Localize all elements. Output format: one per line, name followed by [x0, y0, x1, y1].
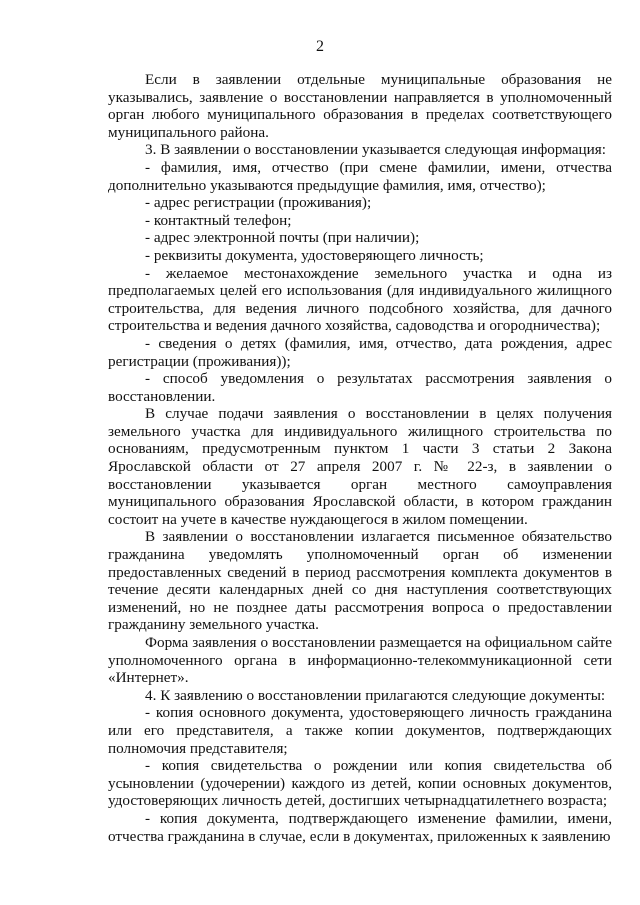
- list-item: - копия документа, подтверждающего изменение фамилии, имени, отчества гражданина в случае, если в документах, приложенных к заявлению: [108, 809, 612, 845]
- list-item: - копия основного документа, удостоверяющего личность гражданина или его представителя, а также копии документов, подтверждающих полномочия представителя;: [108, 704, 612, 757]
- list-item: - фамилия, имя, отчество (при смене фамилии, имени, отчества дополнительно указываются предыдущие фамилия, имя, отчество);: [108, 158, 612, 194]
- paragraph: В заявлении о восстановлении излагается письменное обязательство гражданина уведомлять уполномоченный орган об изменении предоставленных сведений в период рассмотрения комплекта документов в течение десяти календарных дней со дня наступления соответствующих изменений, но не позднее даты рассмотрения вопроса о предоставлении гражданину земельного участка.: [108, 528, 612, 634]
- paragraph: В случае подачи заявления о восстановлении в целях получения земельного участка для индивидуального жилищного строительства по основаниям, предусмотренным пунктом 1 части 3 статьи 2 Закона Ярославской области от 27 апреля 2007 г. № 22-з, в заявлении о восстановлении указывается орган местного самоуправления муниципального образования Ярославской области, в котором гражданин состоит на учете в качестве нуждающегося в жилом помещении.: [108, 405, 612, 528]
- list-item: - сведения о детях (фамилия, имя, отчество, дата рождения, адрес регистрации (проживания));: [108, 334, 612, 370]
- list-item: - контактный телефон;: [145, 211, 292, 229]
- list-item: - копия свидетельства о рождении или копия свидетельства об усыновлении (удочерении) каждого из детей, копии основных документов, удостоверяющих личность детей, достигших четырнадцатилетнего возраста;: [108, 757, 612, 810]
- document-body: [108, 71, 612, 845]
- paragraph: Форма заявления о восстановлении размещается на официальном сайте уполномоченного органа в информационно-телекоммуникационной сети «Интернет».: [108, 634, 612, 687]
- list-item: - адрес регистрации (проживания);: [145, 194, 372, 212]
- paragraph: Если в заявлении отдельные муниципальные образования не указывались, заявление о восстановлении направляется в уполномоченный орган любого муниципального образования в пределах соответствующего муниципального района.: [108, 71, 612, 141]
- page-number: 2: [316, 38, 324, 55]
- list-item: - адрес электронной почты (при наличии);: [145, 229, 420, 247]
- list-item: - реквизиты документа, удостоверяющего личность;: [145, 246, 484, 264]
- list-item: - желаемое местонахождение земельного участка и одна из предполагаемых целей его использования (для индивидуального жилищного строительства, для ведения личного подсобного хозяйства, для дачного строительства и ведения дачного хозяйства, садоводства и огородничества);: [108, 264, 612, 335]
- list-item: - способ уведомления о результатах рассмотрения заявления о восстановлении.: [108, 370, 612, 405]
- paragraph: 4. К заявлению о восстановлении прилагаются следующие документы:: [145, 686, 606, 704]
- paragraph: 3. В заявлении о восстановлении указывается следующая информация:: [145, 141, 606, 159]
